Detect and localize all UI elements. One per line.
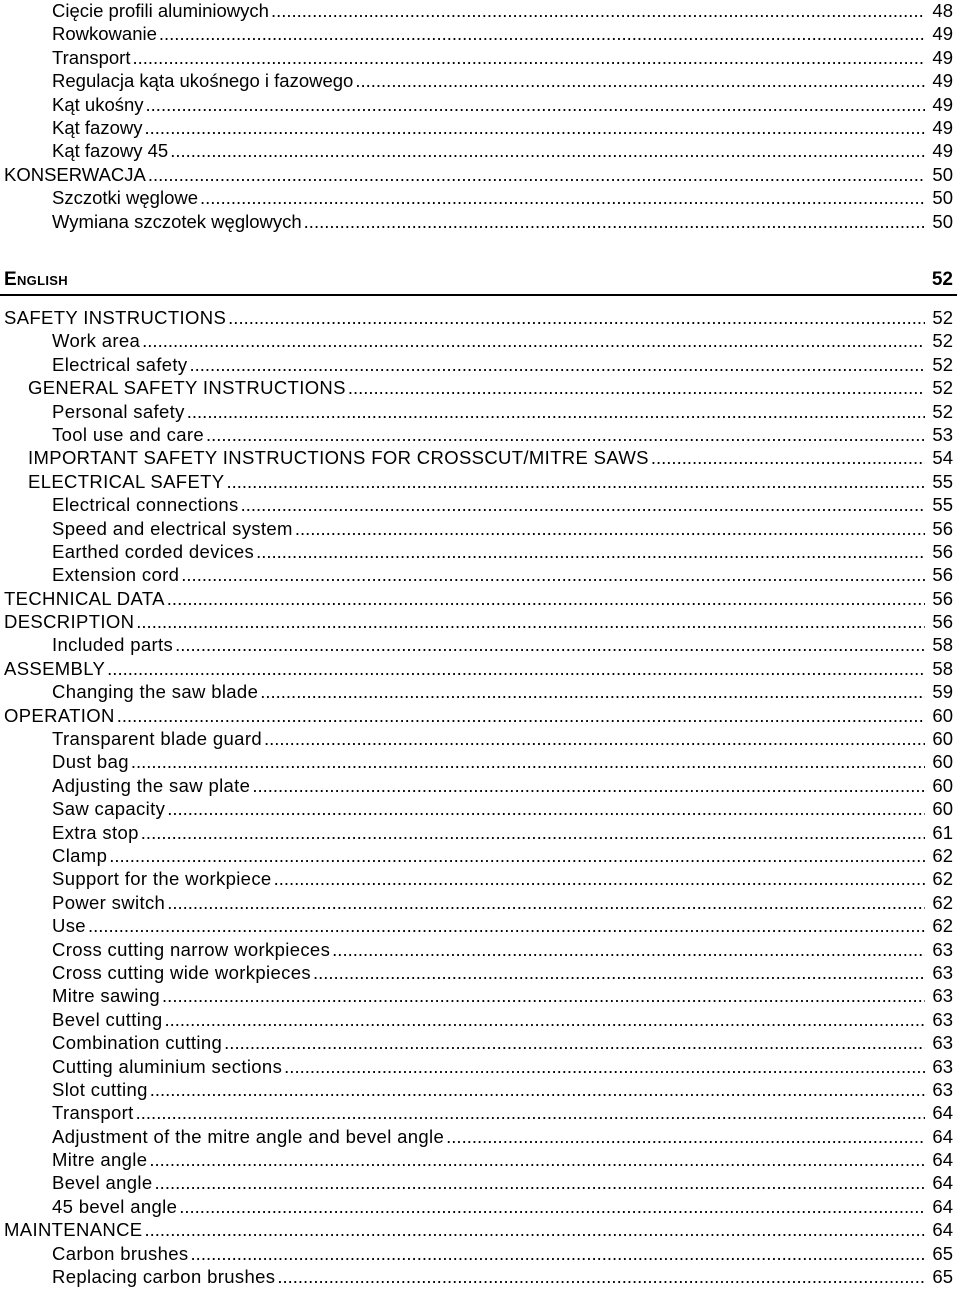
toc-entry[interactable]	[0, 447, 960, 470]
toc-entry-page-number: 63	[932, 961, 953, 983]
toc-entry-title[interactable]: Kąt fazowy 45	[52, 140, 169, 162]
toc-entry[interactable]	[0, 798, 960, 821]
toc-entry-title[interactable]: Saw capacity	[52, 798, 166, 820]
toc-leader-dots	[179, 1196, 925, 1218]
toc-entry[interactable]	[0, 140, 960, 163]
toc-leader-dots	[256, 541, 925, 563]
toc-entry-page-number: 52	[932, 330, 953, 352]
toc-entry-page-number: 56	[932, 517, 953, 539]
toc-entry-title[interactable]: Combination cutting	[52, 1032, 223, 1054]
toc-entry[interactable]	[0, 1032, 960, 1055]
toc-entry-page-number: 54	[932, 447, 953, 469]
toc-leader-dots	[348, 377, 925, 399]
toc-entry[interactable]	[0, 588, 960, 611]
toc-leader-dots	[274, 868, 925, 890]
toc-entry[interactable]	[0, 494, 960, 517]
toc-leader-dots	[252, 775, 925, 797]
toc-entry[interactable]	[0, 1009, 960, 1032]
toc-leader-dots	[332, 939, 925, 961]
toc-entry[interactable]	[0, 330, 960, 353]
toc-entry-title[interactable]: KONSERWACJA	[4, 163, 146, 185]
toc-leader-dots	[136, 611, 925, 633]
toc-entry[interactable]	[0, 354, 960, 377]
toc-leader-dots	[200, 187, 925, 209]
toc-leader-dots	[313, 962, 925, 984]
toc-entry-page-number: 48	[932, 0, 953, 21]
toc-leader-dots	[141, 822, 925, 844]
toc-entry-page-number: 49	[932, 46, 953, 68]
toc-entry-page-number: 65	[932, 1266, 953, 1288]
toc-entry-title[interactable]: Tool use and care	[52, 423, 204, 445]
section-heading-title[interactable]: English	[4, 269, 68, 290]
toc-entry-page-number: 49	[932, 70, 953, 92]
toc-entry[interactable]	[0, 424, 960, 447]
toc-entry-page-number: 63	[932, 1008, 953, 1030]
toc-leader-dots	[241, 494, 925, 516]
toc-leader-dots	[277, 1266, 925, 1288]
toc-entry[interactable]	[0, 962, 960, 985]
toc-entry-title[interactable]: Slot cutting	[52, 1078, 148, 1100]
toc-entry-title[interactable]: ASSEMBLY	[4, 657, 106, 679]
toc-entry-page-number: 56	[932, 564, 953, 586]
toc-entry[interactable]	[0, 915, 960, 938]
toc-entry[interactable]	[0, 117, 960, 140]
toc-entry-title[interactable]: MAINTENANCE	[4, 1219, 143, 1241]
toc-entry[interactable]	[0, 1266, 960, 1289]
toc-entry-title[interactable]: GENERAL SAFETY INSTRUCTIONS	[28, 377, 346, 399]
section-heading-page: 52	[931, 269, 953, 290]
toc-leader-dots	[150, 1079, 925, 1101]
toc-entry-title[interactable]: Cięcie profili aluminiowych	[52, 0, 269, 21]
toc-entry-page-number: 64	[932, 1125, 953, 1147]
toc-entry-title[interactable]: Replacing carbon brushes	[52, 1266, 276, 1288]
toc-entry[interactable]	[0, 1079, 960, 1102]
toc-entry-page-number: 60	[932, 751, 953, 773]
toc-entry-page-number: 59	[932, 681, 953, 703]
toc-leader-dots	[117, 705, 925, 727]
toc-entry[interactable]	[0, 94, 960, 117]
toc-entry-page-number: 63	[932, 1078, 953, 1100]
toc-entry-page-number: 63	[932, 1032, 953, 1054]
toc-leader-dots	[181, 564, 925, 586]
toc-entry-page-number: 63	[932, 1055, 953, 1077]
toc-entry-title[interactable]: DESCRIPTION	[4, 611, 135, 633]
toc-entry-title[interactable]: SAFETY INSTRUCTIONS	[4, 307, 227, 328]
toc-entry[interactable]	[0, 1056, 960, 1079]
toc-entry-title[interactable]: Extension cord	[52, 564, 180, 586]
toc-leader-dots	[136, 1102, 925, 1124]
toc-entry-title[interactable]: Rowkowanie	[52, 23, 157, 45]
toc-entry-page-number: 61	[932, 821, 953, 843]
toc-leader-dots	[167, 588, 925, 610]
toc-entry[interactable]	[0, 401, 960, 424]
toc-leader-dots	[88, 915, 925, 937]
toc-entry[interactable]	[0, 845, 960, 868]
toc-entry[interactable]	[0, 70, 960, 93]
toc-entry-page-number: 52	[932, 307, 953, 328]
toc-entry-page-number: 64	[932, 1219, 953, 1241]
toc-entry-page-number: 56	[932, 611, 953, 633]
toc-entry-title[interactable]: Bevel cutting	[52, 1008, 163, 1030]
toc-entry[interactable]	[0, 868, 960, 891]
toc-entry-title[interactable]: Kąt fazowy	[52, 116, 143, 138]
toc-entry-page-number: 58	[932, 634, 953, 656]
toc-entry-title[interactable]: OPERATION	[4, 704, 115, 726]
toc-entry-title[interactable]: Adjusting the saw plate	[52, 774, 251, 796]
toc-entry-page-number: 56	[932, 587, 953, 609]
toc-entry-page-number: 62	[932, 868, 953, 890]
toc-entry-title[interactable]: Adjustment of the mitre angle and bevel angle	[52, 1125, 445, 1147]
toc-entry-title[interactable]: Support for the workpiece	[52, 868, 272, 890]
toc-leader-dots	[164, 1009, 925, 1031]
toc-entry-title[interactable]: Work area	[52, 330, 141, 352]
toc-leader-dots	[271, 0, 925, 22]
toc-entry[interactable]	[0, 211, 960, 234]
toc-entry[interactable]	[0, 775, 960, 798]
toc-entry-page-number: 55	[932, 470, 953, 492]
toc-leader-dots	[167, 892, 925, 914]
toc-entry-page-number: 53	[932, 423, 953, 445]
toc-entry-page-number: 50	[932, 210, 953, 232]
toc-entry[interactable]	[0, 164, 960, 187]
toc-leader-dots	[446, 1126, 925, 1148]
toc-entry[interactable]	[0, 1102, 960, 1125]
toc-leader-dots	[260, 681, 925, 703]
toc-leader-dots	[107, 658, 925, 680]
toc-entry-title[interactable]: Electrical safety	[52, 353, 188, 375]
toc-entry-title[interactable]: Included parts	[52, 634, 174, 656]
toc-entry[interactable]	[0, 658, 960, 681]
toc-entry-page-number: 60	[932, 728, 953, 750]
toc-entry[interactable]	[0, 634, 960, 657]
toc-entry[interactable]	[0, 892, 960, 915]
toc-entry-title[interactable]: Changing the saw blade	[52, 681, 259, 703]
toc-entry[interactable]	[0, 307, 960, 330]
toc-entry[interactable]	[0, 681, 960, 704]
toc-entry-page-number: 49	[932, 140, 953, 162]
toc-entry-page-number: 55	[932, 494, 953, 516]
toc-entry[interactable]	[0, 939, 960, 962]
toc-leader-dots	[175, 634, 925, 656]
toc-entry[interactable]	[0, 187, 960, 210]
toc-leader-dots	[170, 140, 925, 162]
toc-entry-title[interactable]: Bevel angle	[52, 1172, 153, 1194]
toc-leader-dots	[355, 70, 925, 92]
toc-leader-dots	[132, 47, 925, 69]
toc-entry-title[interactable]: Electrical connections	[52, 494, 239, 516]
toc-entry-page-number: 50	[932, 187, 953, 209]
toc-entry-page-number: 64	[932, 1195, 953, 1217]
toc-leader-dots	[149, 1149, 925, 1171]
toc-entry-title[interactable]: Clamp	[52, 844, 108, 866]
toc-entry[interactable]	[0, 518, 960, 541]
toc-leader-dots	[109, 845, 925, 867]
toc-entry-title[interactable]: Cross cutting narrow workpieces	[52, 938, 331, 960]
toc-leader-dots	[651, 447, 925, 469]
toc-entry[interactable]	[0, 1172, 960, 1195]
toc-entry-page-number: 64	[932, 1149, 953, 1171]
toc-leader-dots	[142, 330, 925, 352]
toc-entry-page-number: 62	[932, 915, 953, 937]
toc-entry-title[interactable]: Mitre angle	[52, 1149, 148, 1171]
toc-leader-dots	[284, 1056, 925, 1078]
toc-leader-dots	[145, 117, 926, 139]
toc-entry-page-number: 60	[932, 798, 953, 820]
toc-leader-dots	[191, 1243, 925, 1265]
toc-entry-title[interactable]: Regulacja kąta ukośnego i fazowego	[52, 70, 354, 92]
toc-entry[interactable]	[0, 541, 960, 564]
toc-entry-page-number: 64	[932, 1102, 953, 1124]
toc-entry[interactable]	[0, 1219, 960, 1242]
toc-entry[interactable]	[0, 0, 960, 23]
toc-entry-title[interactable]: Cutting aluminium sections	[52, 1055, 283, 1077]
toc-entry-title[interactable]: Mitre sawing	[52, 985, 161, 1007]
toc-entry-page-number: 50	[932, 163, 953, 185]
toc-entry-page-number: 65	[932, 1242, 953, 1264]
toc-entry-page-number: 52	[932, 353, 953, 375]
toc-entry[interactable]	[0, 23, 960, 46]
toc-entry-page-number: 62	[932, 891, 953, 913]
toc-leader-dots	[190, 354, 926, 376]
toc-entry-title[interactable]: Dust bag	[52, 751, 129, 773]
toc-entry-title[interactable]: Use	[52, 915, 86, 937]
toc-entry-title[interactable]: Speed and electrical system	[52, 517, 293, 539]
toc-leader-dots	[167, 798, 925, 820]
toc-entry-title[interactable]: Szczotki węglowe	[52, 187, 199, 209]
toc-entry[interactable]	[0, 611, 960, 634]
toc-entry[interactable]	[0, 564, 960, 587]
toc-english-section	[0, 307, 960, 1289]
toc-entry-title[interactable]: 45 bevel angle	[52, 1195, 178, 1217]
toc-entry[interactable]	[0, 1196, 960, 1219]
section-heading-english	[0, 266, 957, 296]
toc-leader-dots	[224, 1032, 925, 1054]
toc-leader-dots	[148, 164, 925, 186]
toc-entry-title[interactable]: ELECTRICAL SAFETY	[28, 470, 225, 492]
toc-entry[interactable]	[0, 377, 960, 400]
toc-leader-dots	[304, 211, 925, 233]
toc-entry[interactable]	[0, 47, 960, 70]
toc-entry-title[interactable]: Personal safety	[52, 400, 185, 422]
toc-entry-title[interactable]: Wymiana szczotek węglowych	[52, 210, 302, 232]
toc-entry[interactable]	[0, 705, 960, 728]
toc-entry-page-number: 60	[932, 704, 953, 726]
toc-entry-page-number: 49	[932, 93, 953, 115]
toc-entry[interactable]	[0, 1149, 960, 1172]
toc-entry-title[interactable]: Power switch	[52, 891, 166, 913]
toc-entry-page-number: 60	[932, 774, 953, 796]
toc-entry-page-number: 62	[932, 844, 953, 866]
toc-entry-title[interactable]: Earthed corded devices	[52, 540, 255, 562]
toc-entry-page-number: 64	[932, 1172, 953, 1194]
toc-entry-page-number: 52	[932, 400, 953, 422]
toc-entry-page-number: 52	[932, 377, 953, 399]
toc-leader-dots	[187, 401, 925, 423]
toc-leader-dots	[264, 728, 925, 750]
toc-entry-title[interactable]: Kąt ukośny	[52, 93, 144, 115]
toc-entry-title[interactable]: Cross cutting wide workpieces	[52, 961, 311, 983]
toc-entry[interactable]	[0, 1243, 960, 1266]
toc-leader-dots	[155, 1172, 925, 1194]
toc-entry-page-number: 58	[932, 657, 953, 679]
toc-leader-dots	[131, 751, 925, 773]
toc-entry[interactable]	[0, 751, 960, 774]
toc-entry-title[interactable]: TECHNICAL DATA	[4, 587, 165, 609]
toc-entry-title[interactable]: Carbon brushes	[52, 1242, 189, 1264]
toc-entry-page-number: 49	[932, 116, 953, 138]
toc-leader-dots	[228, 307, 925, 329]
toc-entry-page-number: 63	[932, 938, 953, 960]
toc-leader-dots	[295, 518, 925, 540]
toc-entry[interactable]	[0, 471, 960, 494]
toc-leader-dots	[159, 23, 925, 45]
toc-entry-title[interactable]: Extra stop	[52, 821, 139, 843]
toc-entry[interactable]	[0, 1126, 960, 1149]
toc-entry-title[interactable]: Transport	[52, 1102, 134, 1124]
toc-entry-page-number: 56	[932, 540, 953, 562]
toc-leader-dots	[162, 985, 925, 1007]
toc-entry-title[interactable]: Transparent blade guard	[52, 728, 262, 750]
toc-leader-dots	[145, 1219, 926, 1241]
toc-leader-dots	[206, 424, 925, 446]
toc-leader-dots	[146, 94, 925, 116]
toc-entry-page-number: 49	[932, 23, 953, 45]
toc-entry-title[interactable]: Transport	[52, 46, 131, 68]
toc-entry-title[interactable]: IMPORTANT SAFETY INSTRUCTIONS FOR CROSSCUT/MITRE SAWS	[28, 447, 649, 469]
toc-entry-page-number: 63	[932, 985, 953, 1007]
toc-polish-section	[0, 0, 960, 234]
toc-entry[interactable]	[0, 822, 960, 845]
toc-entry[interactable]	[0, 728, 960, 751]
toc-leader-dots	[226, 471, 925, 493]
toc-entry[interactable]	[0, 985, 960, 1008]
